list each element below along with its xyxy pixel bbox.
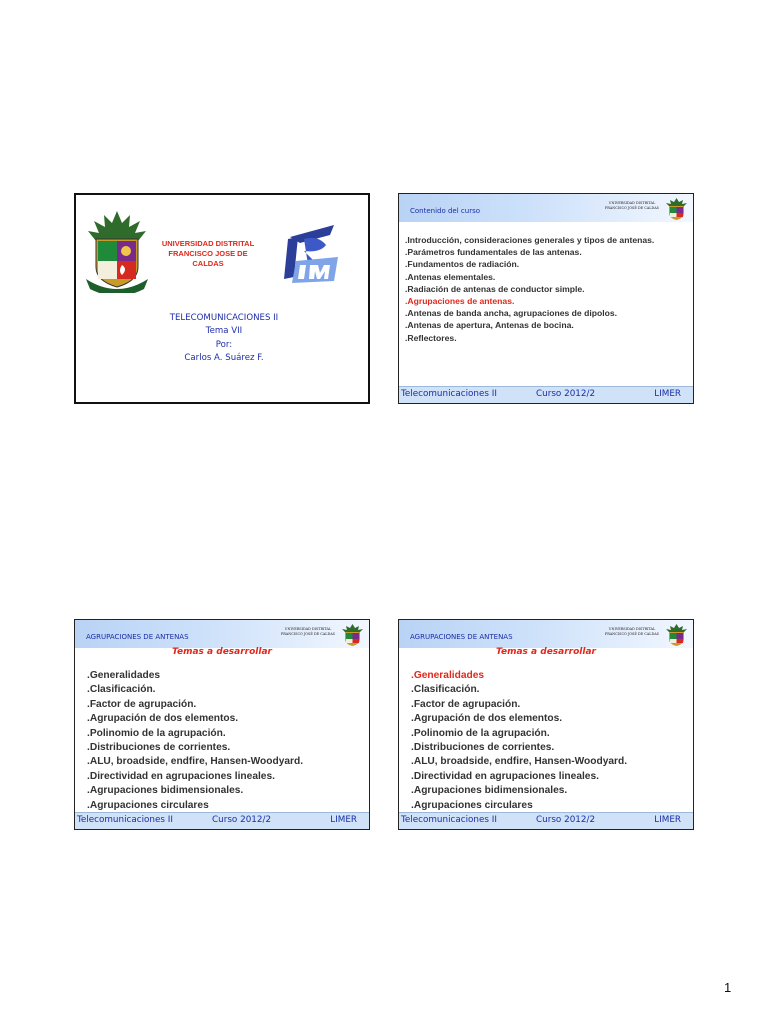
list-item: .Agrupación de dos elementos. — [87, 713, 239, 725]
list-item: .Agrupaciones circulares — [411, 799, 533, 811]
list-item: .Factor de agrupación. — [87, 698, 197, 710]
university-crest-icon — [340, 623, 365, 647]
by-label: Por: — [215, 339, 233, 350]
topics-list — [411, 669, 627, 813]
list-item: .Generalidades — [87, 670, 161, 681]
university-name: UNIVERSIDAD DISTRITAL FRANCISCO JOSE DE CALDAS — [161, 239, 255, 268]
topics-list — [87, 669, 303, 813]
university-crest-icon — [664, 623, 689, 647]
university-crest-icon — [664, 197, 689, 221]
list-item: .Factor de agrupación. — [411, 698, 521, 710]
list-item-highlighted: .Agrupaciones de antenas. — [405, 296, 515, 307]
footer-course: Telecomunicaciones II — [77, 815, 173, 825]
list-item: .Polinomio de la agrupación. — [87, 727, 226, 739]
footer-course: Telecomunicaciones II — [401, 815, 497, 825]
list-item: .Agrupaciones bidimensionales. — [411, 785, 568, 797]
header-university-name: UNIVERSIDAD DISTRITAL FRANCISCO JOSÉ DE CALDAS — [604, 201, 659, 210]
course-content-slide — [398, 193, 694, 404]
list-item: .Radiación de antenas de conductor simple. — [405, 283, 585, 294]
list-item: .Agrupación de dos elementos. — [411, 713, 563, 725]
slide-header — [399, 194, 693, 222]
page-number: 1 — [724, 980, 732, 995]
list-item: .Polinomio de la agrupación. — [411, 727, 550, 739]
slide-header-title: AGRUPACIONES DE ANTENAS — [86, 633, 189, 641]
list-item: .Parámetros fundamentales de las antenas. — [405, 247, 582, 258]
slide-footer — [75, 812, 369, 829]
list-item: .Directividad en agrupaciones lineales. — [411, 770, 599, 782]
list-item-highlighted: .Generalidades — [411, 670, 485, 681]
list-item: .Fundamentos de radiación. — [405, 259, 520, 270]
header-university-name: UNIVERSIDAD DISTRITAL FRANCISCO JOSÉ DE CALDAS — [604, 627, 659, 636]
list-item: .Antenas de apertura, Antenas de bocina. — [405, 320, 574, 331]
slide-header — [399, 620, 693, 648]
limer-logo-icon — [282, 217, 342, 287]
course-title: TELECOMUNICACIONES II — [169, 313, 279, 323]
list-item: .Introducción, consideraciones generales y tipos de antenas. — [405, 235, 655, 245]
list-item: .Antenas elementales. — [405, 271, 496, 282]
list-item: .Distribuciones de corrientes. — [87, 742, 231, 754]
list-item: .Clasificación. — [411, 684, 480, 696]
topics-slide — [74, 619, 370, 830]
list-item: .Directividad en agrupaciones lineales. — [87, 770, 275, 782]
slide-header — [75, 620, 369, 648]
list-item: .Clasificación. — [87, 684, 156, 696]
university-crest-icon — [82, 209, 152, 293]
title-block — [76, 312, 370, 365]
slide-subtitle: Temas a desarrollar — [496, 647, 596, 657]
list-item: .Antenas de banda ancha, agrupaciones de dipolos. — [405, 308, 618, 319]
footer-lab: LIMER — [330, 815, 357, 825]
footer-lab: LIMER — [654, 389, 681, 399]
list-item: .ALU, broadside, endfire, Hansen-Woodyard. — [411, 756, 628, 768]
author-name: Carlos A. Suárez F. — [184, 352, 264, 363]
list-item: .Distribuciones de corrientes. — [411, 742, 555, 754]
topics-slide-highlighted — [398, 619, 694, 830]
list-item: .ALU, broadside, endfire, Hansen-Woodyard. — [87, 756, 304, 768]
footer-course: Telecomunicaciones II — [401, 389, 497, 399]
slide-header-title: AGRUPACIONES DE ANTENAS — [410, 633, 513, 641]
footer-lab: LIMER — [654, 815, 681, 825]
list-item: .Agrupaciones bidimensionales. — [87, 785, 244, 797]
course-content-list — [405, 234, 654, 344]
list-item: .Reflectores. — [405, 332, 457, 343]
topic-title: Tema VII — [205, 326, 243, 337]
footer-term: Curso 2012/2 — [536, 389, 596, 399]
slide-footer — [399, 812, 693, 829]
slide-footer — [399, 386, 693, 403]
footer-term: Curso 2012/2 — [212, 815, 272, 825]
header-university-name: UNIVERSIDAD DISTRITAL FRANCISCO JOSÉ DE CALDAS — [280, 627, 335, 636]
title-slide — [74, 193, 370, 404]
list-item: .Agrupaciones circulares — [87, 799, 209, 811]
footer-term: Curso 2012/2 — [536, 815, 596, 825]
slide-subtitle: Temas a desarrollar — [172, 647, 272, 657]
slide-header-title: Contenido del curso — [410, 207, 481, 215]
